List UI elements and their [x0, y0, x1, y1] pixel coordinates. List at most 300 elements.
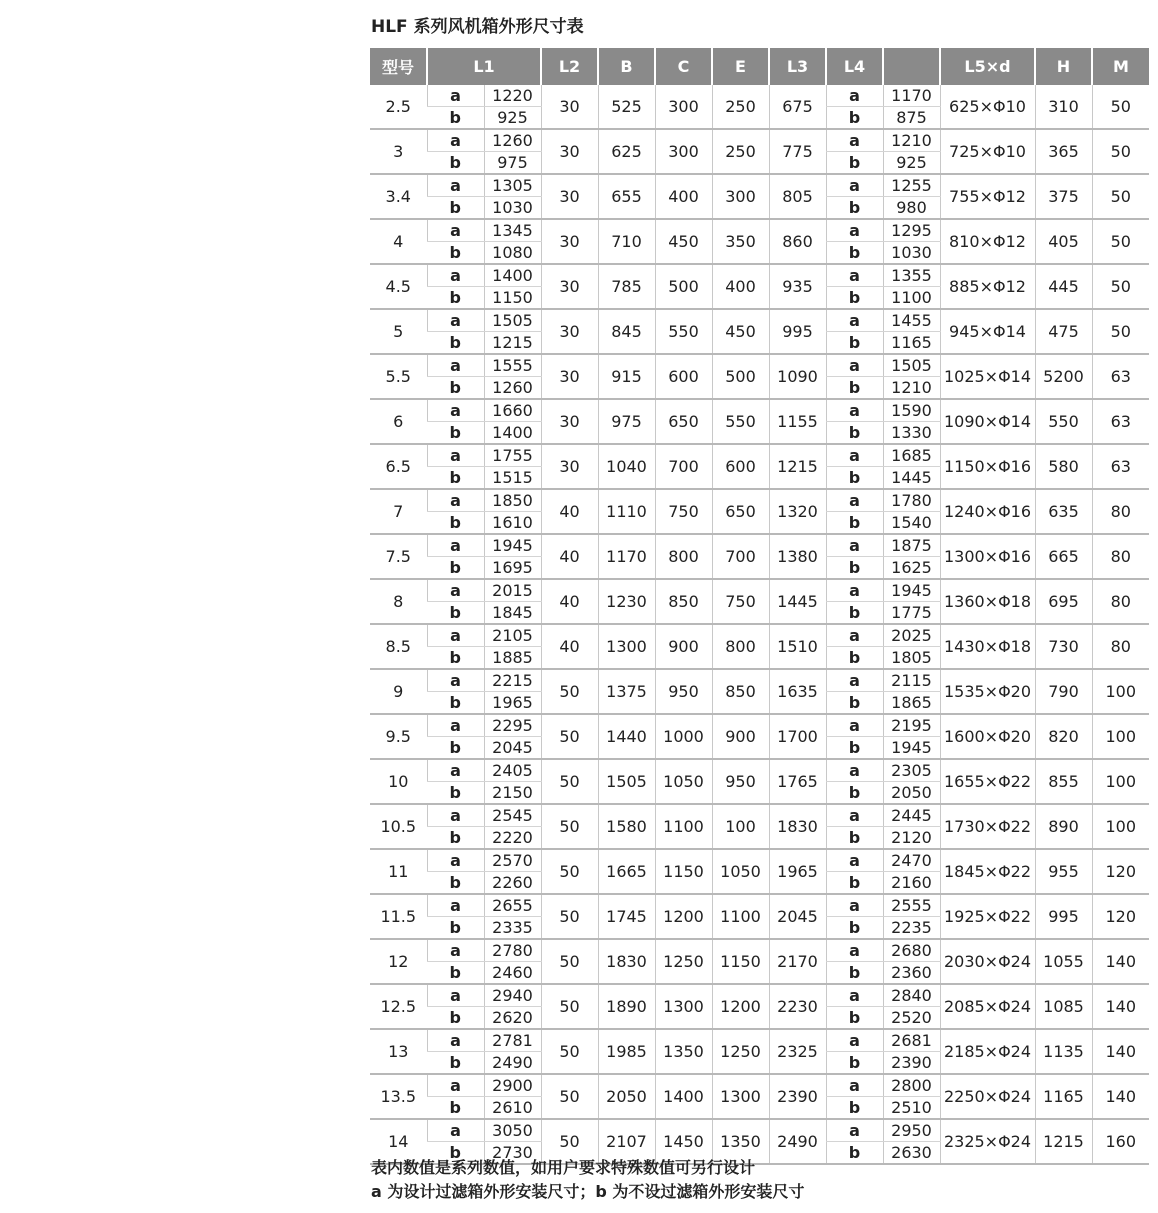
- l4-a-cell: 1255: [883, 174, 940, 197]
- l1-b-cell: 975: [484, 152, 541, 175]
- l4-a-cell: 1505: [883, 354, 940, 377]
- table-row: [370, 804, 1149, 827]
- l1-a-cell: 3050: [484, 1119, 541, 1142]
- l1-a-cell: 1400: [484, 264, 541, 287]
- h-cell: 995: [1035, 894, 1092, 939]
- variant-b-label: b: [826, 197, 883, 220]
- l4-b-cell: 2520: [883, 1007, 940, 1030]
- l3-cell: 2390: [769, 1074, 826, 1119]
- variant-b-label: b: [826, 872, 883, 895]
- h-cell: 1085: [1035, 984, 1092, 1029]
- footnote-line: 表内数值是系列数值，如用户要求特殊数值可另行设计: [371, 1158, 756, 1177]
- footnote-line: a 为设计过滤箱外形安装尺寸；b 为不设过滤箱外形安装尺寸: [371, 1182, 805, 1201]
- variant-a-label: a: [427, 894, 484, 917]
- l4-a-cell: 2840: [883, 984, 940, 1007]
- b-cell: 1505: [598, 759, 655, 804]
- m-cell: 80: [1092, 624, 1149, 669]
- b-cell: 975: [598, 399, 655, 444]
- l1-a-cell: 2405: [484, 759, 541, 782]
- variant-b-label: b: [427, 1007, 484, 1030]
- variant-a-label: a: [427, 219, 484, 242]
- b-cell: 915: [598, 354, 655, 399]
- variant-a-label: a: [826, 399, 883, 422]
- variant-a-label: a: [826, 669, 883, 692]
- l3-cell: 1830: [769, 804, 826, 849]
- h-cell: 375: [1035, 174, 1092, 219]
- e-cell: 100: [712, 804, 769, 849]
- l4-b-cell: 1865: [883, 692, 940, 715]
- l3-cell: 2325: [769, 1029, 826, 1074]
- m-cell: 140: [1092, 984, 1149, 1029]
- l1-a-cell: 1345: [484, 219, 541, 242]
- header-b: B: [598, 48, 655, 85]
- variant-a-label: a: [826, 174, 883, 197]
- l1-b-cell: 2620: [484, 1007, 541, 1030]
- variant-b-label: b: [427, 152, 484, 175]
- variant-b-label: b: [826, 737, 883, 760]
- e-cell: 850: [712, 669, 769, 714]
- variant-a-label: a: [427, 399, 484, 422]
- e-cell: 650: [712, 489, 769, 534]
- l4-a-cell: 1780: [883, 489, 940, 512]
- b-cell: 1110: [598, 489, 655, 534]
- l1-b-cell: 2045: [484, 737, 541, 760]
- l1-b-cell: 2610: [484, 1097, 541, 1120]
- m-cell: 120: [1092, 894, 1149, 939]
- l1-a-cell: 1555: [484, 354, 541, 377]
- variant-a-label: a: [826, 579, 883, 602]
- variant-b-label: b: [427, 512, 484, 535]
- variant-a-label: a: [427, 489, 484, 512]
- m-cell: 100: [1092, 804, 1149, 849]
- l4-b-cell: 1540: [883, 512, 940, 535]
- h-cell: 1055: [1035, 939, 1092, 984]
- m-cell: 50: [1092, 309, 1149, 354]
- b-cell: 525: [598, 85, 655, 129]
- b-cell: 1230: [598, 579, 655, 624]
- e-cell: 1250: [712, 1029, 769, 1074]
- table-row: [370, 1119, 1149, 1142]
- model-cell: 9.5: [370, 714, 427, 759]
- l1-b-cell: 1030: [484, 197, 541, 220]
- l4-a-cell: 1295: [883, 219, 940, 242]
- header-l5d: L5×d: [940, 48, 1035, 85]
- l2-cell: 30: [541, 129, 598, 174]
- variant-a-label: a: [826, 534, 883, 557]
- variant-a-label: a: [826, 309, 883, 332]
- l2-cell: 30: [541, 219, 598, 264]
- l4-a-cell: 2470: [883, 849, 940, 872]
- table-row: [370, 849, 1149, 872]
- l1-b-cell: 1215: [484, 332, 541, 355]
- variant-a-label: a: [826, 624, 883, 647]
- variant-b-label: b: [826, 692, 883, 715]
- model-cell: 10: [370, 759, 427, 804]
- l4-b-cell: 875: [883, 107, 940, 130]
- variant-b-label: b: [427, 782, 484, 805]
- e-cell: 1200: [712, 984, 769, 1029]
- l1-b-cell: 2260: [484, 872, 541, 895]
- variant-a-label: a: [826, 1119, 883, 1142]
- m-cell: 80: [1092, 534, 1149, 579]
- e-cell: 900: [712, 714, 769, 759]
- h-cell: 580: [1035, 444, 1092, 489]
- table-row: [370, 759, 1149, 782]
- variant-b-label: b: [427, 962, 484, 985]
- e-cell: 600: [712, 444, 769, 489]
- e-cell: 450: [712, 309, 769, 354]
- model-cell: 12.5: [370, 984, 427, 1029]
- table-body: [370, 85, 1149, 1164]
- m-cell: 100: [1092, 714, 1149, 759]
- variant-a-label: a: [826, 849, 883, 872]
- l4-b-cell: 1100: [883, 287, 940, 310]
- h-cell: 730: [1035, 624, 1092, 669]
- variant-a-label: a: [826, 939, 883, 962]
- l1-a-cell: 2780: [484, 939, 541, 962]
- h-cell: 5200: [1035, 354, 1092, 399]
- l1-a-cell: 2545: [484, 804, 541, 827]
- variant-a-label: a: [427, 759, 484, 782]
- l1-b-cell: 1845: [484, 602, 541, 625]
- c-cell: 950: [655, 669, 712, 714]
- l1-a-cell: 1305: [484, 174, 541, 197]
- table-row: [370, 264, 1149, 287]
- l1-b-cell: 1610: [484, 512, 541, 535]
- variant-b-label: b: [427, 107, 484, 130]
- l2-cell: 30: [541, 444, 598, 489]
- l4-b-cell: 980: [883, 197, 940, 220]
- e-cell: 1150: [712, 939, 769, 984]
- model-cell: 13.5: [370, 1074, 427, 1119]
- table-row: [370, 939, 1149, 962]
- model-cell: 7.5: [370, 534, 427, 579]
- b-cell: 2050: [598, 1074, 655, 1119]
- l1-b-cell: 925: [484, 107, 541, 130]
- footnotes: [371, 1156, 804, 1204]
- l3-cell: 1965: [769, 849, 826, 894]
- variant-b-label: b: [427, 287, 484, 310]
- variant-b-label: b: [427, 1052, 484, 1075]
- m-cell: 160: [1092, 1119, 1149, 1164]
- c-cell: 1000: [655, 714, 712, 759]
- c-cell: 550: [655, 309, 712, 354]
- l5d-cell: 1535×Φ20: [940, 669, 1035, 714]
- variant-a-label: a: [427, 984, 484, 1007]
- l1-a-cell: 2295: [484, 714, 541, 737]
- variant-b-label: b: [427, 827, 484, 850]
- l5d-cell: 2185×Φ24: [940, 1029, 1035, 1074]
- c-cell: 1250: [655, 939, 712, 984]
- c-cell: 1100: [655, 804, 712, 849]
- model-cell: 5.5: [370, 354, 427, 399]
- c-cell: 1400: [655, 1074, 712, 1119]
- l5d-cell: 1240×Φ16: [940, 489, 1035, 534]
- l5d-cell: 1150×Φ16: [940, 444, 1035, 489]
- l1-a-cell: 1505: [484, 309, 541, 332]
- l1-b-cell: 2220: [484, 827, 541, 850]
- c-cell: 1450: [655, 1119, 712, 1164]
- variant-b-label: b: [427, 332, 484, 355]
- c-cell: 500: [655, 264, 712, 309]
- variant-b-label: b: [427, 872, 484, 895]
- variant-b-label: b: [826, 512, 883, 535]
- l1-a-cell: 2105: [484, 624, 541, 647]
- l4-a-cell: 2800: [883, 1074, 940, 1097]
- l4-b-cell: 2235: [883, 917, 940, 940]
- variant-a-label: a: [826, 354, 883, 377]
- e-cell: 950: [712, 759, 769, 804]
- l2-cell: 40: [541, 624, 598, 669]
- e-cell: 1350: [712, 1119, 769, 1164]
- header-l4: L4: [826, 48, 883, 85]
- variant-a-label: a: [427, 1074, 484, 1097]
- header-blank: [883, 48, 940, 85]
- h-cell: 1135: [1035, 1029, 1092, 1074]
- l4-b-cell: 2510: [883, 1097, 940, 1120]
- table-row: [370, 624, 1149, 647]
- b-cell: 710: [598, 219, 655, 264]
- variant-b-label: b: [427, 692, 484, 715]
- model-cell: 8.5: [370, 624, 427, 669]
- m-cell: 80: [1092, 579, 1149, 624]
- h-cell: 955: [1035, 849, 1092, 894]
- c-cell: 850: [655, 579, 712, 624]
- c-cell: 1200: [655, 894, 712, 939]
- l5d-cell: 2030×Φ24: [940, 939, 1035, 984]
- variant-a-label: a: [826, 1074, 883, 1097]
- l3-cell: 935: [769, 264, 826, 309]
- l4-a-cell: 2445: [883, 804, 940, 827]
- l3-cell: 1765: [769, 759, 826, 804]
- variant-a-label: a: [826, 894, 883, 917]
- variant-b-label: b: [826, 332, 883, 355]
- b-cell: 1830: [598, 939, 655, 984]
- variant-a-label: a: [427, 624, 484, 647]
- variant-a-label: a: [826, 219, 883, 242]
- table-row: [370, 1029, 1149, 1052]
- l4-a-cell: 1170: [883, 85, 940, 107]
- page-title: HLF 系列风机箱外形尺寸表: [371, 17, 584, 37]
- variant-a-label: a: [427, 714, 484, 737]
- variant-a-label: a: [427, 309, 484, 332]
- l4-b-cell: 1775: [883, 602, 940, 625]
- b-cell: 625: [598, 129, 655, 174]
- l1-b-cell: 2335: [484, 917, 541, 940]
- l1-a-cell: 2781: [484, 1029, 541, 1052]
- l2-cell: 50: [541, 1029, 598, 1074]
- variant-b-label: b: [427, 647, 484, 670]
- variant-a-label: a: [427, 579, 484, 602]
- l1-b-cell: 1965: [484, 692, 541, 715]
- variant-b-label: b: [427, 737, 484, 760]
- h-cell: 1165: [1035, 1074, 1092, 1119]
- l3-cell: 1510: [769, 624, 826, 669]
- m-cell: 100: [1092, 759, 1149, 804]
- b-cell: 1375: [598, 669, 655, 714]
- variant-a-label: a: [427, 85, 484, 107]
- l4-b-cell: 1805: [883, 647, 940, 670]
- model-cell: 5: [370, 309, 427, 354]
- h-cell: 445: [1035, 264, 1092, 309]
- table-row: [370, 174, 1149, 197]
- c-cell: 300: [655, 85, 712, 129]
- l2-cell: 50: [541, 849, 598, 894]
- l4-b-cell: 2050: [883, 782, 940, 805]
- model-cell: 2.5: [370, 85, 427, 129]
- h-cell: 855: [1035, 759, 1092, 804]
- l5d-cell: 725×Φ10: [940, 129, 1035, 174]
- c-cell: 800: [655, 534, 712, 579]
- table-row: [370, 894, 1149, 917]
- l5d-cell: 810×Φ12: [940, 219, 1035, 264]
- model-cell: 14: [370, 1119, 427, 1164]
- header-e: E: [712, 48, 769, 85]
- model-cell: 7: [370, 489, 427, 534]
- table-row: [370, 579, 1149, 602]
- l5d-cell: 1600×Φ20: [940, 714, 1035, 759]
- model-cell: 6: [370, 399, 427, 444]
- l5d-cell: 1090×Φ14: [940, 399, 1035, 444]
- l1-a-cell: 2015: [484, 579, 541, 602]
- l3-cell: 675: [769, 85, 826, 129]
- l1-a-cell: 1755: [484, 444, 541, 467]
- l1-b-cell: 2150: [484, 782, 541, 805]
- e-cell: 500: [712, 354, 769, 399]
- b-cell: 1580: [598, 804, 655, 849]
- variant-b-label: b: [826, 602, 883, 625]
- e-cell: 250: [712, 85, 769, 129]
- variant-b-label: b: [826, 782, 883, 805]
- c-cell: 1050: [655, 759, 712, 804]
- l4-b-cell: 2160: [883, 872, 940, 895]
- l4-a-cell: 2025: [883, 624, 940, 647]
- l4-a-cell: 1590: [883, 399, 940, 422]
- l2-cell: 30: [541, 399, 598, 444]
- l3-cell: 1445: [769, 579, 826, 624]
- header-l1: L1: [427, 48, 541, 85]
- model-cell: 3: [370, 129, 427, 174]
- l1-b-cell: 1515: [484, 467, 541, 490]
- variant-b-label: b: [826, 827, 883, 850]
- m-cell: 50: [1092, 129, 1149, 174]
- c-cell: 750: [655, 489, 712, 534]
- m-cell: 140: [1092, 1074, 1149, 1119]
- table-row: [370, 669, 1149, 692]
- l1-a-cell: 2655: [484, 894, 541, 917]
- header-h: H: [1035, 48, 1092, 85]
- l4-b-cell: 2390: [883, 1052, 940, 1075]
- l2-cell: 50: [541, 714, 598, 759]
- table-row: [370, 129, 1149, 152]
- l2-cell: 50: [541, 759, 598, 804]
- m-cell: 50: [1092, 85, 1149, 129]
- variant-b-label: b: [826, 242, 883, 265]
- l1-b-cell: 2730: [484, 1142, 541, 1165]
- c-cell: 1300: [655, 984, 712, 1029]
- variant-a-label: a: [427, 534, 484, 557]
- l5d-cell: 1360×Φ18: [940, 579, 1035, 624]
- c-cell: 300: [655, 129, 712, 174]
- l1-b-cell: 2460: [484, 962, 541, 985]
- e-cell: 1050: [712, 849, 769, 894]
- b-cell: 1890: [598, 984, 655, 1029]
- l3-cell: 1090: [769, 354, 826, 399]
- variant-b-label: b: [826, 287, 883, 310]
- variant-b-label: b: [826, 422, 883, 445]
- header-l3: L3: [769, 48, 826, 85]
- variant-b-label: b: [427, 917, 484, 940]
- e-cell: 350: [712, 219, 769, 264]
- variant-b-label: b: [427, 1097, 484, 1120]
- c-cell: 400: [655, 174, 712, 219]
- model-cell: 11.5: [370, 894, 427, 939]
- m-cell: 140: [1092, 939, 1149, 984]
- c-cell: 650: [655, 399, 712, 444]
- variant-a-label: a: [826, 804, 883, 827]
- l4-b-cell: 1330: [883, 422, 940, 445]
- l3-cell: 995: [769, 309, 826, 354]
- variant-b-label: b: [427, 242, 484, 265]
- c-cell: 700: [655, 444, 712, 489]
- l5d-cell: 945×Φ14: [940, 309, 1035, 354]
- header-l2: L2: [541, 48, 598, 85]
- l1-b-cell: 1150: [484, 287, 541, 310]
- l4-a-cell: 2680: [883, 939, 940, 962]
- l4-b-cell: 1945: [883, 737, 940, 760]
- variant-b-label: b: [427, 602, 484, 625]
- m-cell: 140: [1092, 1029, 1149, 1074]
- e-cell: 300: [712, 174, 769, 219]
- c-cell: 450: [655, 219, 712, 264]
- table-row: [370, 714, 1149, 737]
- e-cell: 250: [712, 129, 769, 174]
- table-row: [370, 534, 1149, 557]
- l1-a-cell: 1850: [484, 489, 541, 512]
- l5d-cell: 1300×Φ16: [940, 534, 1035, 579]
- b-cell: 1300: [598, 624, 655, 669]
- e-cell: 400: [712, 264, 769, 309]
- variant-b-label: b: [826, 962, 883, 985]
- c-cell: 1350: [655, 1029, 712, 1074]
- model-cell: 12: [370, 939, 427, 984]
- l1-a-cell: 1660: [484, 399, 541, 422]
- table-row: [370, 489, 1149, 512]
- variant-a-label: a: [427, 354, 484, 377]
- variant-b-label: b: [826, 1007, 883, 1030]
- l3-cell: 1320: [769, 489, 826, 534]
- l4-a-cell: 1210: [883, 129, 940, 152]
- variant-a-label: a: [427, 444, 484, 467]
- l5d-cell: 625×Φ10: [940, 85, 1035, 129]
- l4-b-cell: 1625: [883, 557, 940, 580]
- variant-a-label: a: [826, 129, 883, 152]
- variant-b-label: b: [826, 152, 883, 175]
- l2-cell: 40: [541, 489, 598, 534]
- b-cell: 1985: [598, 1029, 655, 1074]
- header-c: C: [655, 48, 712, 85]
- l2-cell: 30: [541, 264, 598, 309]
- l2-cell: 50: [541, 669, 598, 714]
- model-cell: 13: [370, 1029, 427, 1074]
- h-cell: 820: [1035, 714, 1092, 759]
- e-cell: 1100: [712, 894, 769, 939]
- model-cell: 4.5: [370, 264, 427, 309]
- l5d-cell: 1845×Φ22: [940, 849, 1035, 894]
- l1-b-cell: 1400: [484, 422, 541, 445]
- e-cell: 1300: [712, 1074, 769, 1119]
- l4-b-cell: 1165: [883, 332, 940, 355]
